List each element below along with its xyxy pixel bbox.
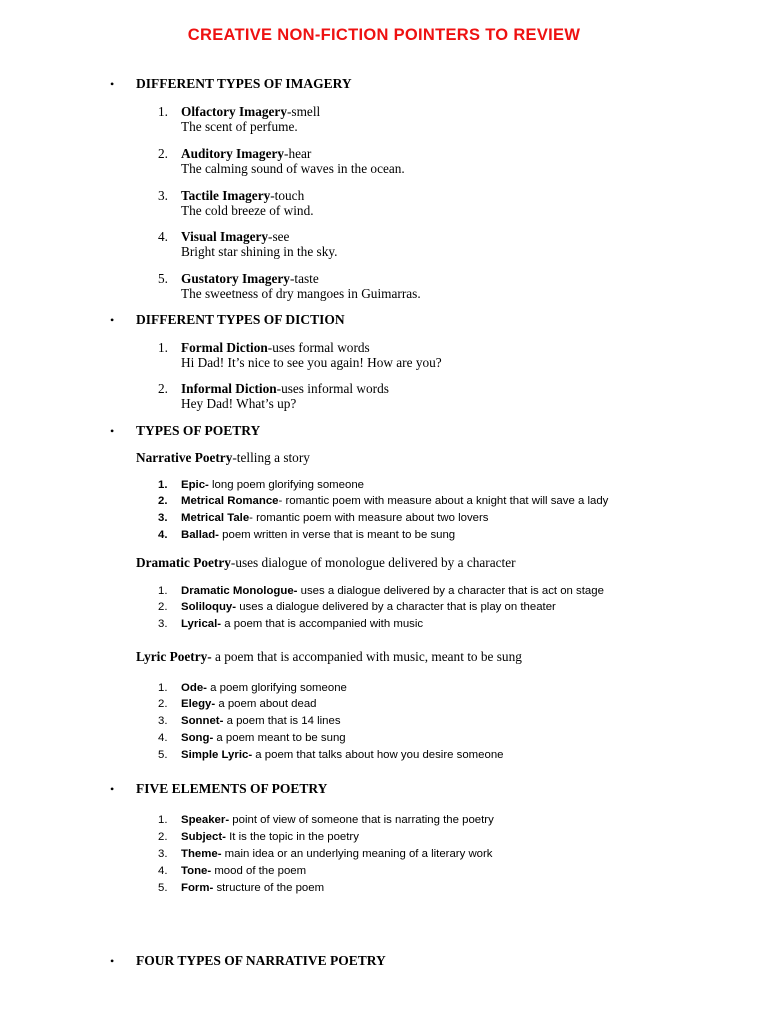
- subheading-narrative-poetry: Narrative Poetry-telling a story: [136, 450, 310, 465]
- section-heading-elements: • FIVE ELEMENTS OF POETRY: [110, 781, 328, 796]
- list-item: 2. Auditory Imagery-hear The calming sound of waves in the ocean.: [158, 146, 405, 176]
- list-item: 4. Ballad- poem written in verse that is meant to be sung: [158, 529, 456, 541]
- list-item: 2. Elegy- a poem about dead: [158, 698, 317, 710]
- list-item: 5. Simple Lyric- a poem that talks about how you desire someone: [158, 749, 504, 761]
- list-item: 1. Dramatic Monologue- uses a dialogue delivered by a character that is act on stage: [158, 585, 604, 597]
- bullet-icon: •: [110, 313, 115, 327]
- list-item: 3. Metrical Tale- romantic poem with measure about two lovers: [158, 512, 489, 524]
- list-item: 1. Olfactory Imagery-smell The scent of perfume.: [158, 104, 321, 134]
- bullet-icon: •: [110, 77, 115, 91]
- list-item: 2. Metrical Romance- romantic poem with measure about a knight that will save a lady: [158, 495, 609, 507]
- list-item: 5. Form- structure of the poem: [158, 882, 325, 894]
- section-heading-poetry: • TYPES OF POETRY: [110, 423, 261, 438]
- bullet-icon: •: [110, 424, 115, 438]
- list-item: 3. Tactile Imagery-touch The cold breeze of wind.: [158, 188, 314, 218]
- list-item: 2. Soliloquy- uses a dialogue delivered by a character that is play on theater: [158, 601, 556, 613]
- document-title: CREATIVE NON-FICTION POINTERS TO REVIEW: [187, 26, 581, 44]
- list-item: 3. Theme- main idea or an underlying meaning of a literary work: [158, 848, 493, 860]
- list-item: 1. Formal Diction-uses formal words Hi Dad! It’s nice to see you again! How are you?: [158, 340, 442, 370]
- list-item: 2. Informal Diction-uses informal words Hey Dad! What’s up?: [158, 381, 389, 411]
- list-item: 1. Epic- long poem glorifying someone: [158, 479, 364, 491]
- bullet-icon: •: [110, 782, 115, 796]
- list-item: 5. Gustatory Imagery-taste The sweetness of dry mangoes in Guimarras.: [158, 271, 421, 301]
- list-item: 3. Sonnet- a poem that is 14 lines: [158, 715, 341, 727]
- list-item: 2. Subject- It is the topic in the poetry: [158, 831, 359, 843]
- section-heading-narrative-types: • FOUR TYPES OF NARRATIVE POETRY: [110, 953, 386, 968]
- subheading-dramatic-poetry: Dramatic Poetry-uses dialogue of monologue delivered by a character: [136, 555, 516, 570]
- section-heading-imagery: • DIFFERENT TYPES OF IMAGERY: [110, 76, 352, 91]
- subheading-lyric-poetry: Lyric Poetry- a poem that is accompanied with music, meant to be sung: [136, 649, 522, 664]
- list-item: 4. Visual Imagery-see Bright star shining in the sky.: [158, 229, 338, 259]
- list-item: 4. Tone- mood of the poem: [158, 865, 307, 877]
- section-heading-diction: • DIFFERENT TYPES OF DICTION: [110, 312, 345, 327]
- list-item: 4. Song- a poem meant to be sung: [158, 732, 346, 744]
- list-item: 1. Ode- a poem glorifying someone: [158, 682, 347, 694]
- list-item: 3. Lyrical- a poem that is accompanied with music: [158, 618, 424, 630]
- list-item: 1. Speaker- point of view of someone that is narrating the poetry: [158, 814, 494, 826]
- bullet-icon: •: [110, 954, 115, 968]
